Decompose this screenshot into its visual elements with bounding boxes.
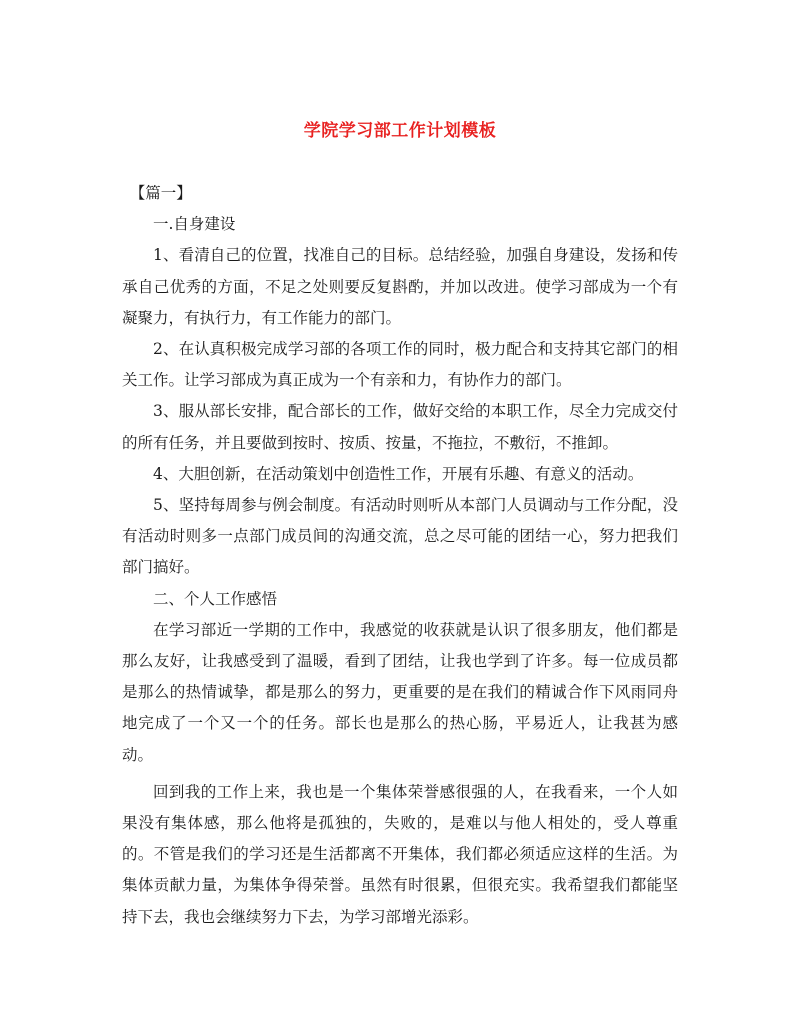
reflection-paragraph-1: 在学习部近一学期的工作中，我感觉的收获就是认识了很多朋友，他们都是那么友好，让我感受到了温暖，看到了团结，让我也学到了许多。每一位成员都是那么的热情诚挚，都是那么的努力，更重要的是在我们的精诚合作下风雨同舟地完成了一个又一个的任务。部长也是那么的热心肠，平易近人，让我甚为感动。 bbox=[122, 620, 678, 764]
list-item-3: 3、服从部长安排，配合部长的工作，做好交给的本职工作，尽全力完成交付的所有任务，并且要做到按时、按质、按量，不拖拉，不敷衍，不推卸。 bbox=[122, 402, 678, 452]
list-item-4: 4、大胆创新，在活动策划中创造性工作，开展有乐趣、有意义的活动。 bbox=[153, 464, 644, 483]
list-item-2: 2、在认真积极完成学习部的各项工作的同时，极力配合和支持其它部门的相关工作。让学习部成为真正成为一个有亲和力，有协作力的部门。 bbox=[122, 340, 678, 390]
list-item-1: 1、看清自己的位置，找准自己的目标。总结经验，加强自身建设，发扬和传承自己优秀的方面，不足之处则要反复斟酌，并加以改进。使学习部成为一个有凝聚力，有执行力，有工作能力的部门。 bbox=[122, 246, 678, 327]
list-item-5: 5、坚持每周参与例会制度。有活动时则听从本部门人员调动与工作分配，没有活动时则多一点部门成员间的沟通交流，总之尽可能的团结一心，努力把我们部门搞好。 bbox=[122, 496, 678, 577]
reflection-paragraph-2: 回到我的工作上来，我也是一个集体荣誉感很强的人，在我看来，一个人如果没有集体感，那么他将是孤独的，失败的，是难以与他人相处的，受人尊重的。不管是我们的学习还是生活都离不开集体，我们都必须适应这样的生活。为集体贡献力量，为集体争得荣誉。虽然有时很累，但很充实。我希望我们都能坚持下去，我也会继续努力下去，为学习部增光添彩。 bbox=[122, 782, 678, 926]
section-marker: 【篇一】 bbox=[129, 184, 192, 202]
section-heading-self-building: 一.自身建设 bbox=[153, 215, 236, 234]
document-body bbox=[122, 178, 678, 933]
document-title: 学院学习部工作计划模板 bbox=[303, 121, 497, 141]
section-heading-personal-reflection: 二、个人工作感悟 bbox=[153, 589, 278, 608]
